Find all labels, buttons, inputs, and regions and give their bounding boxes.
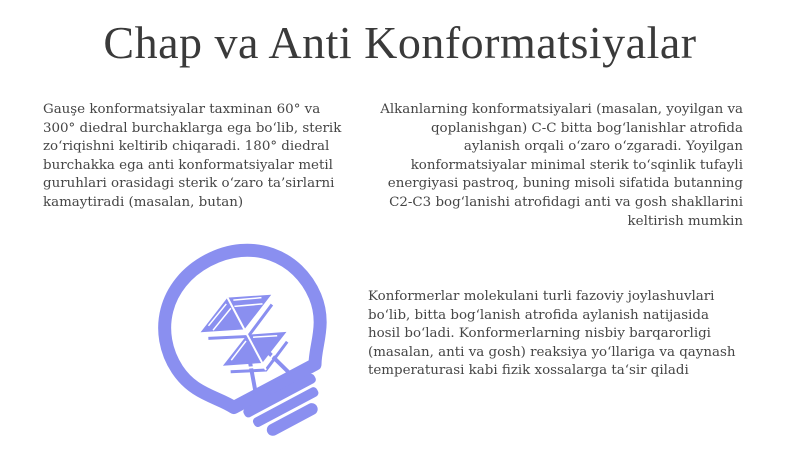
paragraph-alkane-conformations: Alkanlarning konformatsiyalari (masalan, yoyilgan va qoplanishgan) C-C bitta bog‘lanishlar atrofida aylanish orqali o‘zaro o‘zgaradi. Yoyilgan konformatsiyalar minimal sterik to‘sqinlik tufayli energiyasi pastroq, buning misoli sifatida butanning C2-C3 bog‘lanishi atrofidagi anti va gosh shakllarini keltirish mumkin xyxy=(380,102,743,229)
paragraph-gauche-anti: Gauşe konformatsiyalar taxminan 60° va 300° diedral burchaklarga ega bo‘lib, sterik zo‘riqishni keltirib chiqaradi. 180° diedral burchakka ega anti konformatsiyalar metil guruhlari orasidagi sterik o‘zaro ta’sirlarni kamaytiradi (masalan, butan) xyxy=(43,102,342,210)
paragraph-conformers: Konformerlar molekulani turli fazoviy joylashuvlari bo‘lib, bitta bog‘lanish atrofida aylanish natijasida hosil bo‘ladi. Konformerlarning nisbiy barqarorligi (masalan, anti va gosh) reaksiya yo‘llariga va qaynash temperaturasi kabi fizik xossalarga ta‘sir qiladi xyxy=(368,289,736,379)
lightbulb-book-icon xyxy=(150,240,350,440)
slide-title: Chap va Anti Konformatsiyalar xyxy=(103,17,697,68)
